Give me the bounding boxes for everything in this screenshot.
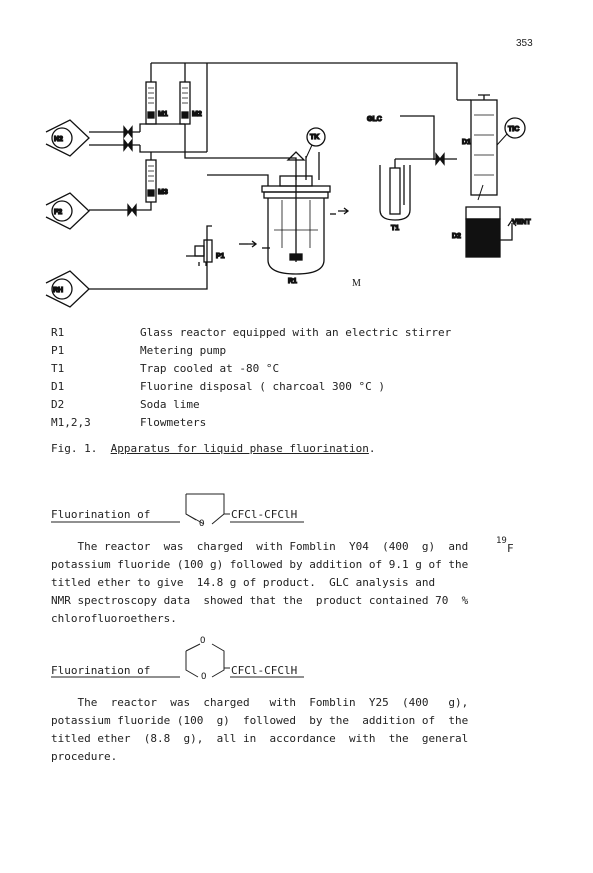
superscript-letter: F — [507, 542, 514, 555]
ring-oxygen: O — [199, 519, 205, 529]
label-m1: M1 — [158, 111, 168, 118]
figure-caption-text: Apparatus for liquid phase fluorination — [110, 442, 369, 455]
label-m2: M2 — [192, 111, 202, 118]
metering-pump-p1 — [204, 240, 212, 262]
ring-oxygen-top: O — [200, 636, 206, 646]
paragraph-line: potassium fluoride (100 g) followed by addition of 9.1 g of the — [51, 558, 469, 571]
soda-lime-d2-top — [466, 207, 500, 219]
superscript: 19 — [496, 536, 507, 546]
valve-n2-b — [124, 140, 132, 150]
legend-key: T1 — [51, 362, 65, 375]
label-vent: VENT — [512, 219, 531, 226]
section2-heading-text: Fluorination of — [51, 664, 151, 677]
paragraph-line: chlorofluoroethers. — [51, 612, 177, 625]
label-glc: GLC — [367, 116, 382, 123]
label-d1: D1 — [462, 139, 471, 146]
label-r1: R1 — [288, 278, 297, 285]
section2-heading — [51, 664, 150, 677]
label-tic: TIC — [508, 126, 520, 133]
legend-value: Soda lime — [140, 398, 200, 411]
legend-key: D2 — [51, 398, 65, 411]
paragraph-line: NMR spectroscopy data showed that the product contained 70 % — [51, 594, 469, 607]
legend-value: Metering pump — [140, 344, 227, 357]
legend-value: Glass reactor equipped with an electric stirrer — [140, 326, 452, 339]
section1-paragraph — [51, 536, 514, 628]
label-t1: T1 — [391, 225, 400, 232]
page-number: 353 — [516, 38, 533, 49]
label-m: M — [352, 278, 361, 289]
figure-caption: Fig. 1. Apparatus for liquid phase fluorination. — [51, 442, 376, 455]
disposal-column-d1 — [471, 100, 497, 195]
legend-key: R1 — [51, 326, 65, 339]
paragraph-line: The reactor was charged with Fomblin Y04 (400 g) and — [51, 540, 469, 553]
section2-substituent: CFCl-CFClH — [231, 664, 298, 677]
legend-value: Trap cooled at -80 °C — [140, 362, 280, 375]
paragraph-line: The reactor was charged with Fomblin Y25 (400 g), — [51, 696, 469, 709]
ring-oxygen-bottom: O — [201, 672, 207, 682]
label-rh: RH — [53, 287, 64, 294]
figure-number: Fig. 1. — [51, 442, 98, 455]
valve-f2 — [128, 205, 136, 215]
label-d2: D2 — [452, 233, 461, 240]
paragraph-line: procedure. — [51, 750, 118, 763]
legend-key: D1 — [51, 380, 65, 393]
paragraph-line: titled ether (8.8 g), all in accordance with the general — [51, 732, 469, 745]
section2-paragraph — [51, 694, 511, 766]
label-f2: F2 — [54, 209, 63, 216]
section1-heading — [51, 508, 150, 521]
legend-key: M1,2,3 — [51, 416, 91, 429]
valve-d1 — [436, 154, 444, 164]
paragraph-line-text: titled ether to give 14.8 g of product. GLC analysis and — [51, 576, 436, 589]
label-p1: P1 — [216, 253, 225, 260]
stirrer-blade — [290, 254, 302, 260]
legend-key: P1 — [51, 344, 65, 357]
soda-lime-d2 — [466, 219, 500, 257]
label-tk: TK — [310, 134, 320, 141]
label-n2: N2 — [54, 136, 63, 143]
trap-t1 — [380, 165, 410, 220]
legend-value: Fluorine disposal ( charcoal 300 °C ) — [140, 380, 386, 393]
paragraph-line: potassium fluoride (100 g) followed by the addition of the — [51, 714, 469, 727]
label-m3: M3 — [158, 189, 168, 196]
section1-substituent: CFCl-CFClH — [231, 508, 298, 521]
section1-heading-text: Fluorination of — [51, 508, 151, 521]
valve-n2-a — [124, 127, 132, 137]
apparatus-diagram — [0, 0, 593, 320]
top-pipe — [151, 63, 457, 100]
legend-value: Flowmeters — [140, 416, 207, 429]
